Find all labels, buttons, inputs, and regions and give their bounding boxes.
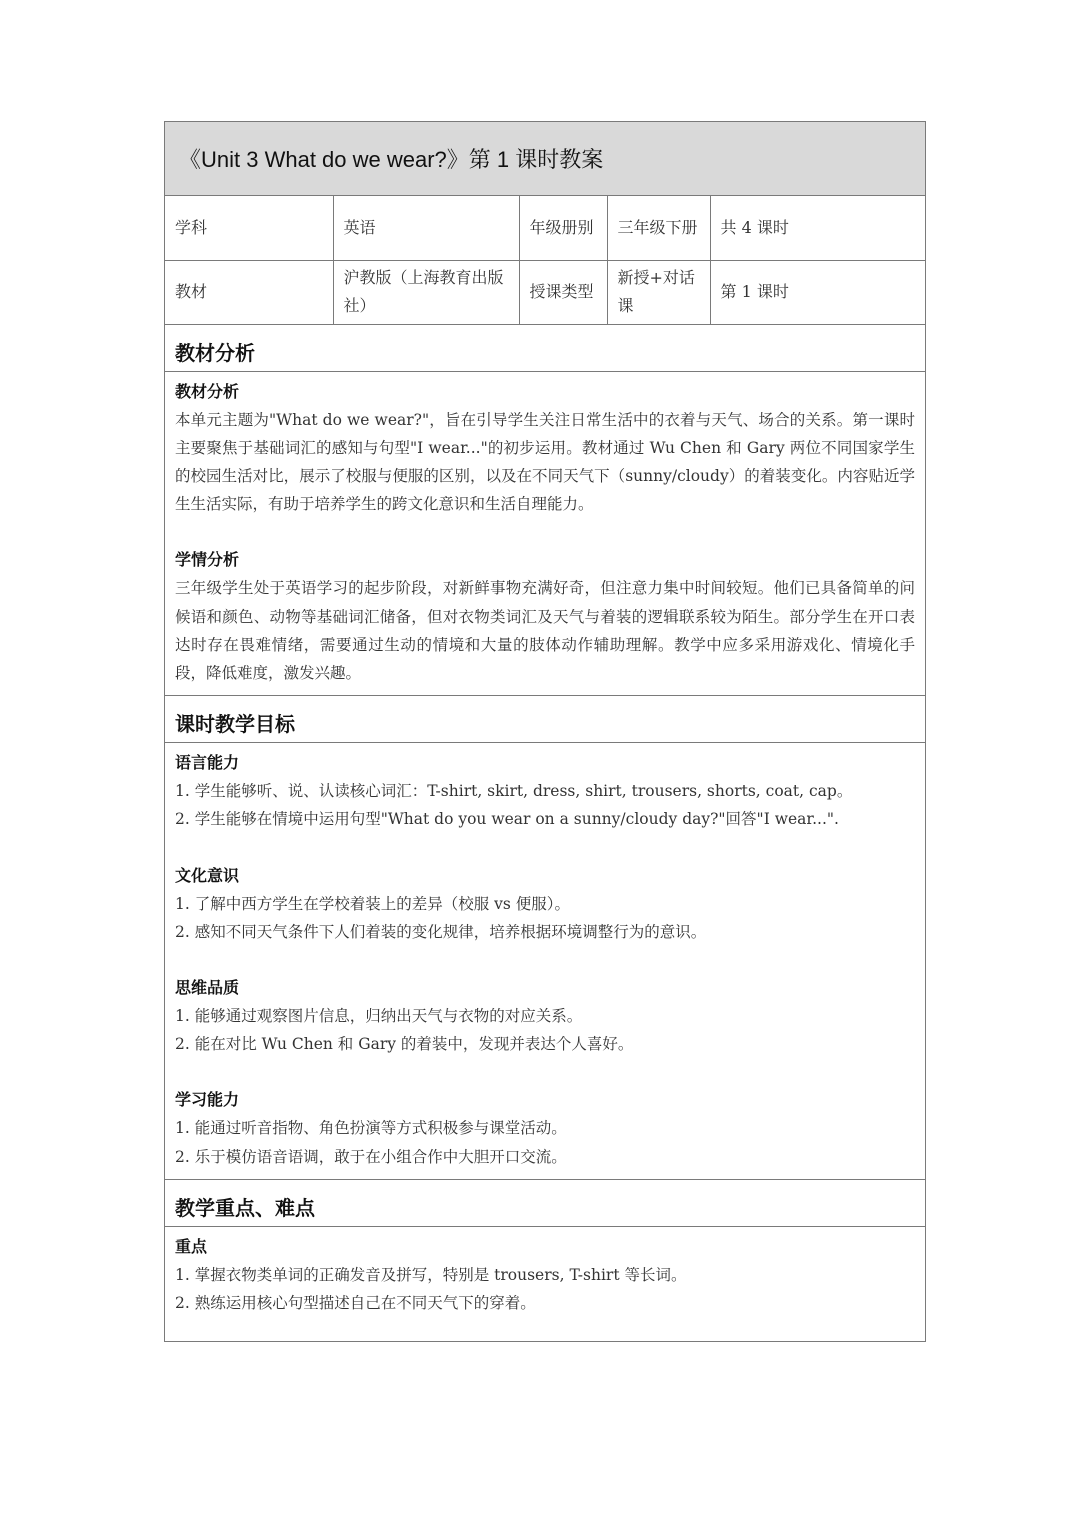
section-heading-keypoints: 教学重点、难点 (165, 1180, 925, 1227)
meta-cell-total-lessons: 共 4 课时 (710, 196, 925, 260)
list-item: 1. 学生能够听、说、认读核心词汇：T-shirt, skirt, dress, shirt, trousers, shorts, coat, cap。 (175, 782, 853, 801)
meta-table (165, 196, 925, 325)
meta-cell-type-value: 新授+对话课 (607, 260, 710, 324)
meta-cell-grade-label: 年级册别 (519, 196, 607, 260)
meta-row-1 (165, 196, 925, 260)
section-body-analysis (165, 372, 925, 697)
list-item: 1. 掌握衣物类单词的正确发音及拼写，特别是 trousers, T-shirt 等长词。 (175, 1265, 687, 1284)
meta-cell-lesson-number: 第 1 课时 (710, 260, 925, 324)
subheading-language-ability: 语言能力 (175, 753, 240, 773)
meta-cell-textbook-label: 教材 (165, 260, 333, 324)
section-heading-goals: 课时教学目标 (165, 696, 925, 743)
subheading-student-analysis: 学情分析 (175, 550, 240, 570)
subheading-key-points: 重点 (175, 1236, 208, 1256)
list-item: 1. 了解中西方学生在学校着装上的差异（校服 vs 便服）。 (175, 894, 571, 913)
subheading-thinking-quality: 思维品质 (175, 977, 240, 997)
list-item: 2. 乐于模仿语音语调，敢于在小组合作中大胆开口交流。 (175, 1147, 567, 1166)
subheading-material-analysis: 教材分析 (175, 381, 240, 401)
meta-cell-type-label: 授课类型 (519, 260, 607, 324)
meta-row-2 (165, 260, 925, 324)
list-item: 2. 感知不同天气条件下人们着装的变化规律，培养根据环境调整行为的意识。 (175, 922, 707, 941)
list-item: 1. 能通过听音指物、角色扮演等方式积极参与课堂活动。 (175, 1119, 567, 1138)
meta-cell-subject-label: 学科 (165, 196, 333, 260)
document-title: 《Unit 3 What do we wear?》第 1 课时教案 (165, 122, 925, 196)
lesson-plan-document (164, 121, 926, 1342)
list-item: 2. 学生能够在情境中运用句型"What do you wear on a sunny/cloudy day?"回答"I wear...". (175, 810, 839, 829)
section-body-keypoints (165, 1227, 925, 1341)
list-item: 2. 熟练运用核心句型描述自己在不同天气下的穿着。 (175, 1293, 536, 1312)
section-body-goals (165, 743, 925, 1180)
section-heading-analysis: 教材分析 (165, 325, 925, 372)
subheading-learning-ability: 学习能力 (175, 1090, 240, 1110)
meta-cell-textbook-value: 沪教版（上海教育出版社） (333, 260, 519, 324)
paragraph-student-analysis: 三年级学生处于英语学习的起步阶段，对新鲜事物充满好奇，但注意力集中时间较短。他们已具备简单的问候语和颜色、动物等基础词汇储备，但对衣物类词汇及天气与着装的逻辑联系较为陌生。部分学生在开口表达时存在畏难情绪，需要通过生动的情境和大量的肢体动作辅助理解。教学中应多采用游戏化、情境化手段，降低难度，激发兴趣。 (175, 579, 915, 682)
subheading-cultural-awareness: 文化意识 (175, 865, 240, 885)
list-item: 2. 能在对比 Wu Chen 和 Gary 的着装中，发现并表达个人喜好。 (175, 1035, 634, 1054)
meta-cell-subject-value: 英语 (333, 196, 519, 260)
list-item: 1. 能够通过观察图片信息，归纳出天气与衣物的对应关系。 (175, 1006, 583, 1025)
meta-cell-grade-value: 三年级下册 (607, 196, 710, 260)
paragraph-material-analysis: 本单元主题为"What do we wear?"，旨在引导学生关注日常生活中的衣着与天气、场合的关系。第一课时主要聚焦于基础词汇的感知与句型"I wear..."的初步运用。教材通过 Wu Chen 和 Gary 两位不同国家学生的校园生活对比，展示了校服与便服的区别，以及在不同天气下（sunny/cloudy）的着装变化。内容贴近学生生活实际，有助于培养学生的跨文化意识和生活自理能力。 (175, 410, 915, 514)
